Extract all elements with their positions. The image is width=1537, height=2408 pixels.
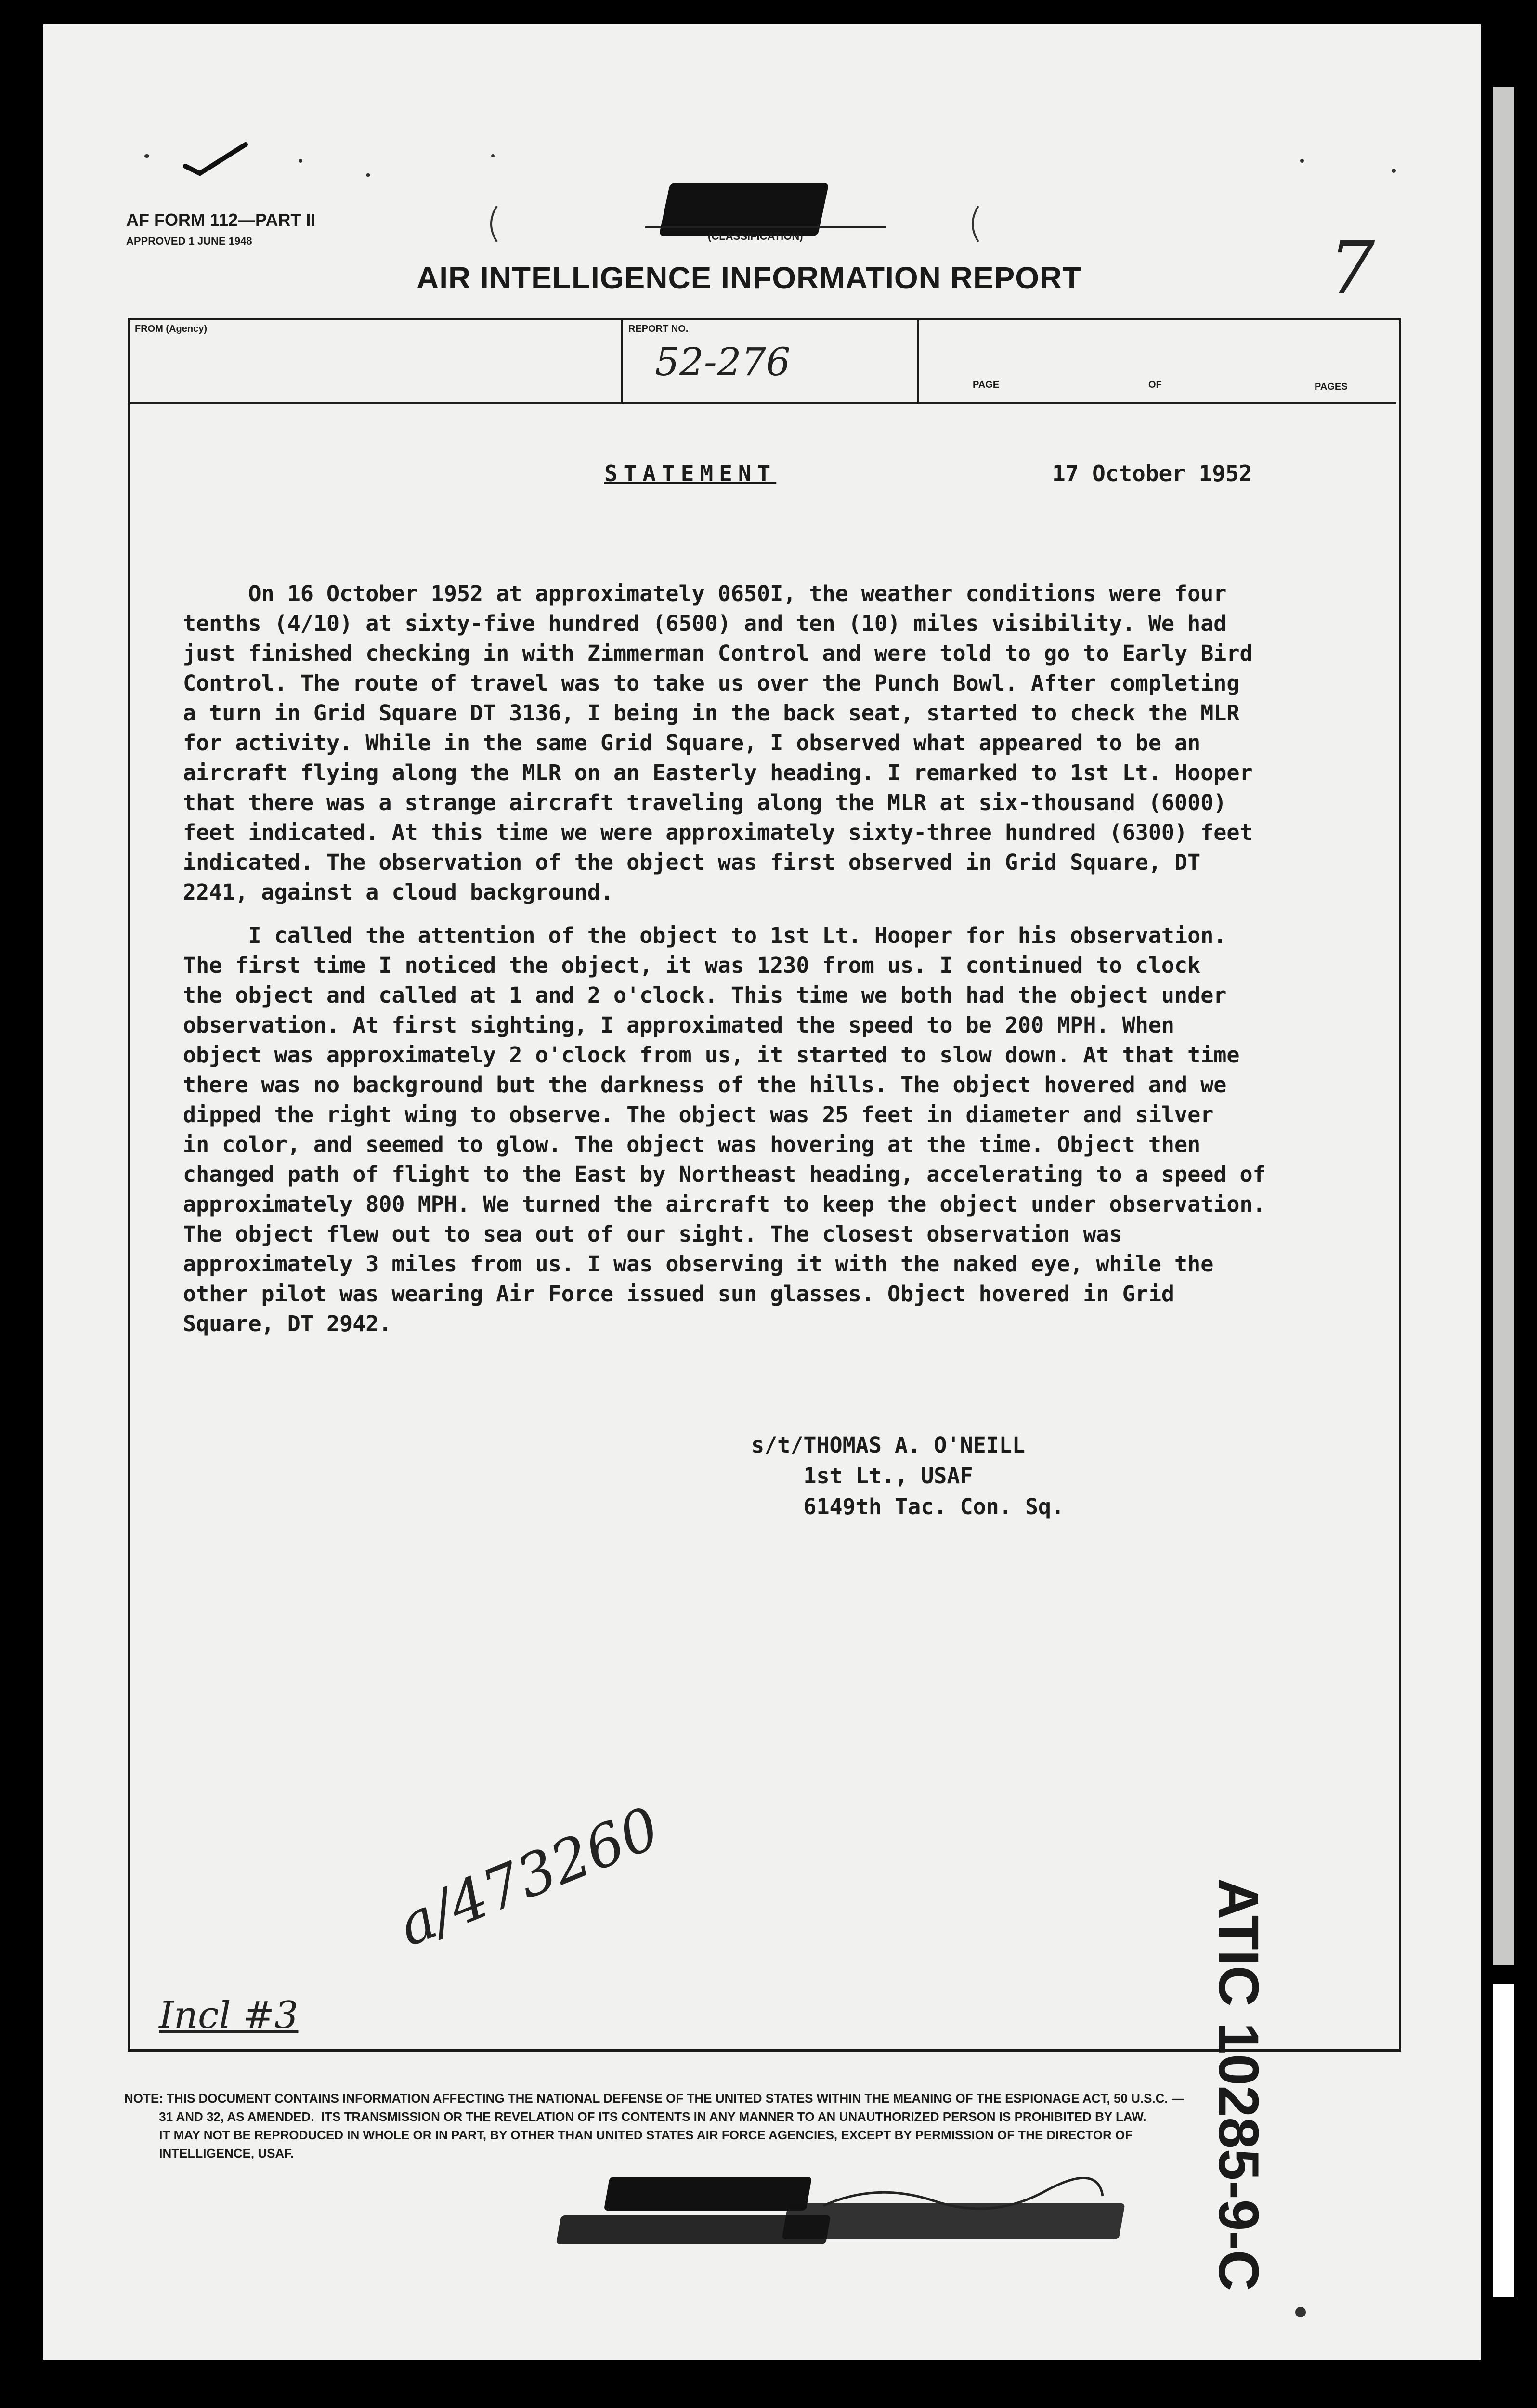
text-line: object was approximately 2 o'clock from us, it started to slow down. At that time bbox=[183, 1042, 1240, 1068]
atic-side-stamp: ATIC 10285-9-C bbox=[1207, 1878, 1270, 2291]
text-line: The object flew out to sea out of our sight. The closest observation was bbox=[183, 1221, 1122, 1247]
report-no-label: REPORT NO. bbox=[628, 324, 689, 334]
handwritten-file-number: a/473260 bbox=[389, 1794, 669, 1960]
notice-line: 31 AND 32, AS AMENDED. ITS TRANSMISSION OR THE REVELATION OF ITS CONTENTS IN ANY MANNER TO AN UNAUTHORIZED PERSON IS PROHIBITED BY LAW. bbox=[124, 2109, 1146, 2124]
text-line: feet indicated. At this time we were approximately sixty-three hundred (6300) feet bbox=[183, 820, 1253, 845]
text-line: that there was a strange aircraft traveling along the MLR at six-thousand (6000) bbox=[183, 790, 1227, 815]
notice-line: INTELLIGENCE, USAF. bbox=[124, 2146, 294, 2160]
text-line: for activity. While in the same Grid Square, I observed what appeared to be an bbox=[183, 730, 1201, 756]
scan-margin-lower bbox=[1493, 1984, 1514, 2297]
redacted-classification-bottom bbox=[604, 2177, 812, 2211]
text-line: in color, and seemed to glow. The object was hovering at the time. Object then bbox=[183, 1132, 1201, 1157]
signature-unit: 6149th Tac. Con. Sq. bbox=[751, 1494, 1065, 1519]
text-line: there was no background but the darkness of the hills. The object hovered and we bbox=[183, 1072, 1227, 1098]
scan-speck bbox=[1295, 2307, 1306, 2317]
from-label: FROM (Agency) bbox=[135, 324, 207, 334]
report-no-value: 52-276 bbox=[655, 340, 791, 384]
page-label: PAGE bbox=[973, 380, 1000, 390]
signature-rank: 1st Lt., USAF bbox=[751, 1463, 973, 1489]
text-line: the object and called at 1 and 2 o'clock. This time we both had the object under bbox=[183, 982, 1227, 1008]
statement-paragraph-1 bbox=[183, 549, 1253, 937]
scan-speck bbox=[1300, 159, 1304, 163]
pages-label: PAGES bbox=[1315, 381, 1348, 392]
text-line: 2241, against a cloud background. bbox=[183, 879, 614, 905]
notice-line: NOTE: THIS DOCUMENT CONTAINS INFORMATION AFFECTING THE NATIONAL DEFENSE OF THE UNITED STATES WITHIN THE MEANING OF THE ESPIONAGE ACT, 50 U.S.C. — bbox=[124, 2091, 1184, 2106]
text-line: a turn in Grid Square DT 3136, I being in the back seat, started to check the MLR bbox=[183, 700, 1240, 726]
bracket-right-icon bbox=[963, 202, 982, 246]
report-title: AIR INTELLIGENCE INFORMATION REPORT bbox=[417, 261, 1082, 295]
text-line: dipped the right wing to observe. The object was 25 feet in diameter and silver bbox=[183, 1102, 1214, 1127]
signature-block bbox=[751, 1399, 1064, 1553]
scribble-icon bbox=[819, 2177, 1107, 2215]
enclosure-mark: Incl #3 bbox=[159, 1994, 299, 2037]
text-line: indicated. The observation of the object was first observed in Grid Square, DT bbox=[183, 850, 1201, 875]
text-line: approximately 3 miles from us. I was observing it with the naked eye, while the bbox=[183, 1251, 1214, 1277]
text-line: I called the attention of the object to 1st Lt. Hooper for his observation. bbox=[183, 923, 1227, 948]
from-report-divider bbox=[621, 320, 623, 403]
text-line: changed path of flight to the East by Northeast heading, accelerating to a speed of bbox=[183, 1162, 1266, 1187]
corner-page-mark: 7 bbox=[1329, 226, 1375, 310]
text-line: tenths (4/10) at sixty-five hundred (6500) and ten (10) miles visibility. We had bbox=[183, 611, 1227, 636]
report-page-divider bbox=[917, 320, 919, 403]
text-line: On 16 October 1952 at approximately 0650I, the weather conditions were four bbox=[183, 581, 1227, 606]
text-line: just finished checking in with Zimmerman Control and were told to go to Early Bird bbox=[183, 641, 1253, 666]
scan-speck bbox=[144, 154, 149, 158]
scan-speck bbox=[299, 159, 302, 163]
form-number: AF FORM 112—PART II bbox=[126, 210, 316, 230]
espionage-notice bbox=[124, 2071, 1184, 2181]
text-line: Control. The route of travel was to take us over the Punch Bowl. After completing bbox=[183, 670, 1240, 696]
form-approved-date: APPROVED 1 JUNE 1948 bbox=[126, 235, 252, 247]
text-line: other pilot was wearing Air Force issued sun glasses. Object hovered in Grid bbox=[183, 1281, 1175, 1307]
statement-date: 17 October 1952 bbox=[1052, 460, 1252, 486]
text-line: Square, DT 2942. bbox=[183, 1311, 392, 1336]
check-mark-icon bbox=[183, 140, 250, 178]
header-row-divider bbox=[130, 402, 1396, 404]
scan-margin bbox=[1493, 87, 1514, 1965]
text-line: The first time I noticed the object, it was 1230 from us. I continued to clock bbox=[183, 953, 1201, 978]
text-line: approximately 800 MPH. We turned the aircraft to keep the object under observation. bbox=[183, 1191, 1266, 1217]
scan-speck bbox=[1392, 169, 1396, 173]
scan-speck bbox=[491, 154, 495, 157]
of-label: OF bbox=[1148, 380, 1162, 390]
classification-label: (CLASSIFICATION) bbox=[708, 230, 803, 242]
text-line: aircraft flying along the MLR on an Easterly heading. I remarked to 1st Lt. Hooper bbox=[183, 760, 1253, 785]
text-line: observation. At first sighting, I approximated the speed to be 200 MPH. When bbox=[183, 1012, 1175, 1038]
signature-name: s/t/THOMAS A. O'NEILL bbox=[751, 1432, 1025, 1458]
scan-speck bbox=[366, 173, 370, 177]
bracket-left-icon bbox=[482, 202, 501, 246]
notice-line: IT MAY NOT BE REPRODUCED IN WHOLE OR IN PART, BY OTHER THAN UNITED STATES AIR FORCE AGENCIES, EXCEPT BY PERMISSION OF THE DIRECTOR OF bbox=[124, 2128, 1133, 2142]
classification-line bbox=[645, 226, 886, 228]
statement-paragraph-2 bbox=[183, 891, 1266, 1369]
statement-heading: STATEMENT bbox=[604, 460, 777, 486]
